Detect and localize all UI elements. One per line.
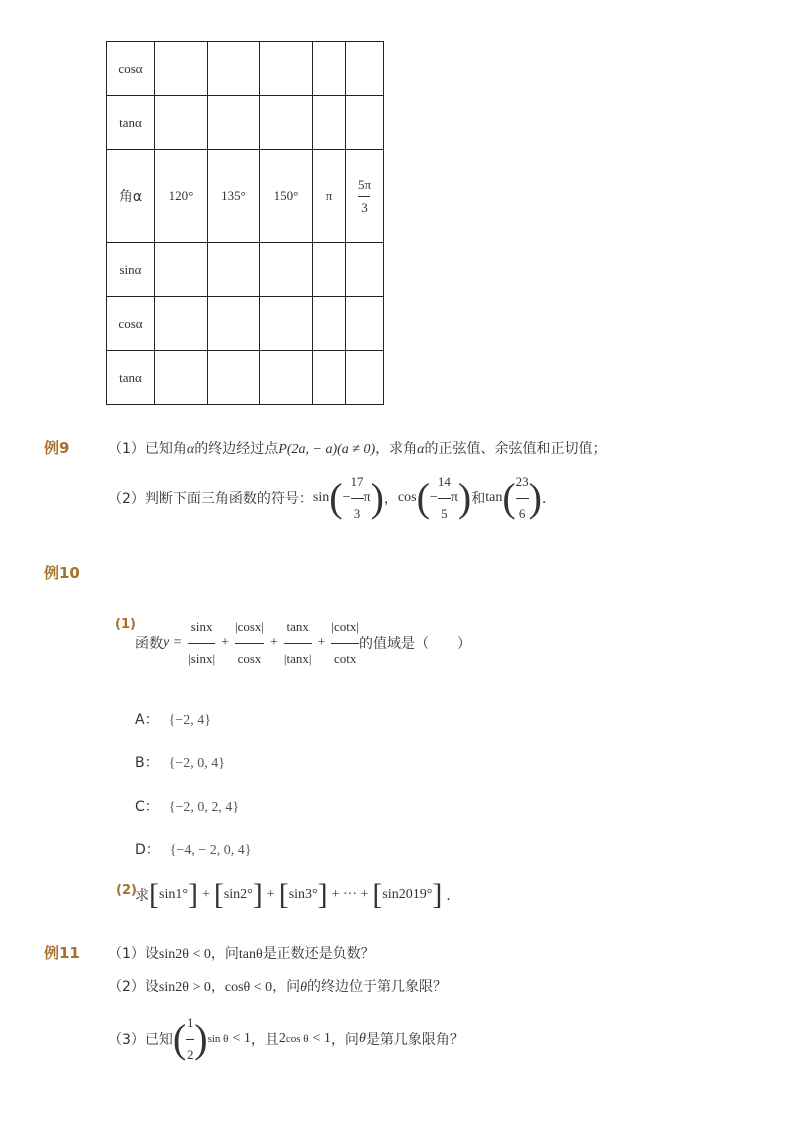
text: 是正数还是负数？ <box>262 946 375 962</box>
numerator: |cotx| <box>331 619 360 635</box>
option-value: {−2, 4} <box>168 713 211 728</box>
fraction-bar <box>331 643 359 644</box>
text: ，问 <box>272 979 301 995</box>
denominator: |tanx| <box>283 650 312 666</box>
denominator: 3 <box>353 505 361 521</box>
math-y: y = <box>163 635 183 650</box>
math: α <box>186 442 195 457</box>
table-cell <box>313 351 346 405</box>
denominator: 5 <box>441 505 448 521</box>
option-value: {−4, − 2, 0, 4} <box>169 843 252 858</box>
option-key: C： <box>135 799 159 815</box>
text: ， <box>383 491 398 507</box>
text: 的终边经过点 <box>194 441 279 457</box>
left-paren: ( <box>416 475 430 520</box>
text: 是第几象限角？ <box>365 1032 464 1048</box>
numerator: 23 <box>515 474 529 490</box>
plus: + <box>221 635 229 650</box>
func-cos: cos <box>397 490 417 505</box>
math: θ <box>358 1031 366 1046</box>
text: ，且 <box>250 1032 279 1048</box>
fraction <box>358 177 371 215</box>
denominator: |sinx| <box>188 650 216 666</box>
math-point: P(2a, − a)(a ≠ 0) <box>278 442 376 457</box>
text: 求 <box>135 888 149 904</box>
right-paren: ) <box>194 1016 208 1061</box>
table-cell <box>346 297 384 351</box>
minus: − <box>429 490 438 505</box>
plus: + <box>270 635 278 650</box>
option-key: D： <box>135 842 160 858</box>
text: （1）设 <box>108 946 159 962</box>
numerator: 1 <box>187 1015 194 1031</box>
example-9-part-2 <box>108 468 556 528</box>
fraction-bar <box>438 498 451 499</box>
right-bracket: ] <box>432 878 443 911</box>
ellipsis: + ··· + <box>331 887 369 902</box>
func-tan: tan <box>485 490 503 505</box>
table-cell <box>260 96 313 150</box>
left-bracket: [ <box>278 878 289 911</box>
right-bracket: ] <box>252 878 263 911</box>
row-header: tanα <box>107 351 155 405</box>
fraction-bar <box>351 498 364 499</box>
text: （3）已知 <box>108 1032 173 1048</box>
table-cell <box>155 42 208 96</box>
example-11-part-1 <box>108 943 375 963</box>
math: 2 <box>278 1031 286 1046</box>
question-2-number: (2) <box>116 883 137 898</box>
table-cell <box>208 297 260 351</box>
math: < 1 <box>232 1031 251 1046</box>
trig-value-table <box>106 41 384 405</box>
row-header: cosα <box>107 42 155 96</box>
text: 和 <box>471 491 486 507</box>
option-b[interactable] <box>135 752 225 772</box>
question-1-body <box>135 612 471 674</box>
left-bracket: [ <box>149 878 159 911</box>
right-paren: ) <box>457 475 472 520</box>
left-paren: ( <box>329 475 343 520</box>
angle-cell: 150° <box>260 150 313 243</box>
table-cell <box>346 96 384 150</box>
table-cell <box>346 243 384 297</box>
math: tanθ <box>238 947 263 962</box>
table-cell <box>155 243 208 297</box>
example-11-part-3 <box>108 1010 464 1068</box>
right-paren: ) <box>528 475 542 520</box>
example-11-part-2 <box>108 976 447 996</box>
text: 的值域是（ ） <box>359 636 472 652</box>
numerator: sinx <box>190 619 213 635</box>
table-cell <box>313 297 346 351</box>
table-cell <box>313 96 346 150</box>
denominator: 6 <box>518 505 526 521</box>
angle-cell: 120° <box>155 150 208 243</box>
math: sin2θ > 0 <box>158 980 211 995</box>
fraction-bar <box>516 498 529 499</box>
angle-cell: π <box>313 150 346 243</box>
table-cell <box>313 42 346 96</box>
term: sin2° <box>223 887 253 902</box>
math: < 1 <box>312 1031 331 1046</box>
text: ． <box>541 491 556 507</box>
angle-cell: 135° <box>208 150 260 243</box>
row-header-angle: 角α <box>107 150 155 243</box>
denominator: 2 <box>187 1046 194 1062</box>
text: 的终边位于第几象限？ <box>307 979 448 995</box>
fraction-bar <box>186 1039 194 1040</box>
example-9-part-1 <box>108 438 606 458</box>
table-cell <box>155 96 208 150</box>
plus: + <box>266 887 275 902</box>
text: ，问 <box>330 1032 359 1048</box>
row-header: cosα <box>107 297 155 351</box>
numerator: |cosx| <box>234 619 265 635</box>
left-paren: ( <box>172 1016 187 1061</box>
numerator: 14 <box>437 474 451 490</box>
example-10-label: 例10 <box>44 564 80 582</box>
denominator: cosx <box>237 650 262 666</box>
exponent: sin θ <box>207 1033 229 1045</box>
pi: π <box>450 490 458 505</box>
table-row-sin-2 <box>107 243 384 297</box>
table-cell <box>208 96 260 150</box>
left-paren: ( <box>502 475 516 520</box>
fraction-bar <box>188 643 215 644</box>
fraction <box>284 620 312 666</box>
option-value: {−2, 0, 4} <box>168 756 225 771</box>
example-11-label: 例11 <box>44 944 80 962</box>
pi: π <box>363 490 371 505</box>
text: ， <box>210 979 225 995</box>
option-value: {−2, 0, 2, 4} <box>168 800 240 815</box>
numerator: 17 <box>350 474 364 490</box>
table-row-tan-1 <box>107 96 384 150</box>
option-d[interactable] <box>135 839 252 859</box>
right-bracket: ] <box>187 878 198 911</box>
exponent: cos θ <box>285 1033 309 1045</box>
right-bracket: ] <box>317 878 328 911</box>
math: cosθ < 0 <box>224 980 273 995</box>
table-cell <box>260 42 313 96</box>
angle-cell-fraction <box>346 150 384 243</box>
table-cell <box>260 243 313 297</box>
func-sin: sin <box>312 490 330 505</box>
math: sin2θ < 0 <box>158 947 211 962</box>
table-row-tan-2 <box>107 351 384 405</box>
math: α <box>417 442 425 457</box>
table-row-cos-1 <box>107 42 384 96</box>
right-paren: ) <box>370 475 384 520</box>
table-cell <box>346 351 384 405</box>
denominator: 3 <box>361 199 368 215</box>
text: ． <box>446 888 461 904</box>
table-cell <box>155 351 208 405</box>
table-cell <box>260 351 313 405</box>
text: （1）已知角 <box>108 441 187 457</box>
term: sin3° <box>288 887 318 902</box>
math: θ <box>300 980 308 995</box>
table-cell <box>208 42 260 96</box>
option-c[interactable] <box>135 796 239 816</box>
text: （2）设 <box>108 979 159 995</box>
left-bracket: [ <box>213 878 224 911</box>
table-cell <box>155 297 208 351</box>
text: （2）判断下面三角函数的符号： <box>108 491 313 507</box>
fraction-bar <box>284 643 312 644</box>
plus: + <box>317 635 326 650</box>
left-bracket: [ <box>372 878 383 911</box>
fraction <box>235 620 264 666</box>
table-row-cos-2 <box>107 297 384 351</box>
term: sin2019° <box>382 887 433 902</box>
table-cell <box>260 297 313 351</box>
text: ，问 <box>210 946 239 962</box>
fraction <box>438 475 451 521</box>
text: 的正弦值、余弦值和正切值； <box>424 441 607 457</box>
term: sin1° <box>159 887 188 902</box>
table-cell <box>313 243 346 297</box>
text: ，求角 <box>375 441 418 457</box>
fraction <box>351 475 364 521</box>
numerator: 5π <box>357 176 372 192</box>
numerator: tanx <box>286 619 309 635</box>
option-key: B： <box>135 755 159 771</box>
fraction <box>188 620 215 666</box>
question-2-body <box>135 879 460 911</box>
table-cell <box>208 351 260 405</box>
question-1-number: (1) <box>115 617 136 632</box>
row-header: sinα <box>107 243 155 297</box>
option-a[interactable] <box>135 709 211 729</box>
example-9-label: 例9 <box>44 439 70 457</box>
text: 函数 <box>135 636 163 652</box>
row-header: tanα <box>107 96 155 150</box>
fraction-bar <box>358 196 370 197</box>
fraction-bar <box>235 643 264 644</box>
plus: + <box>201 887 210 902</box>
table-cell <box>346 42 384 96</box>
table-cell <box>208 243 260 297</box>
fraction <box>186 1016 194 1062</box>
fraction <box>516 475 529 521</box>
fraction <box>331 620 359 666</box>
table-row-angle <box>107 150 384 243</box>
denominator: cotx <box>334 650 357 666</box>
minus: − <box>342 490 351 505</box>
option-key: A： <box>135 712 159 728</box>
